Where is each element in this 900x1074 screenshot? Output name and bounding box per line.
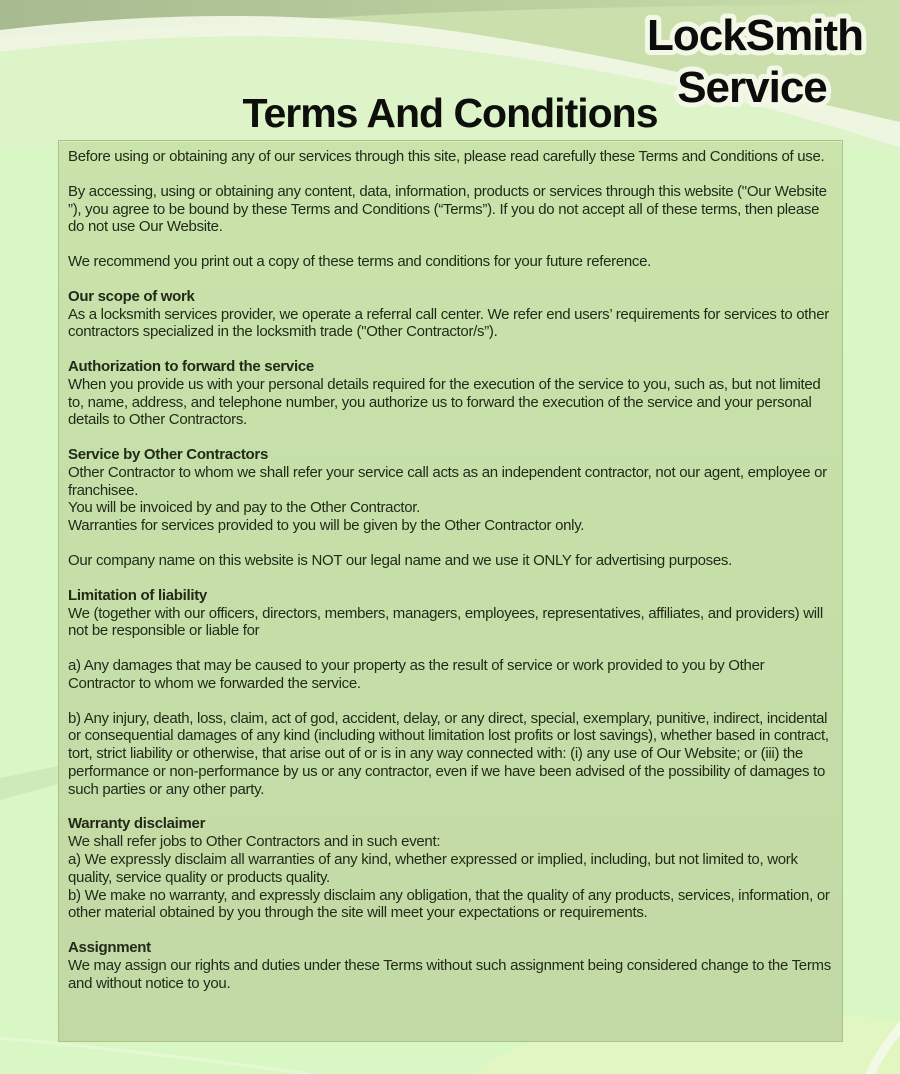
paragraph: a) We expressly disclaim all warranties of any kind, whether expressed or implied, including, but not limited to, work quality, service quality or products quality. [68,850,798,886]
left-margin-wave-graphic [0,752,58,812]
paragraph: a) Any damages that may be caused to your property as the result of service or work provided to you by Other Contractor to whom we forwarded the service. [68,657,765,692]
paragraph: Before using or obtaining any of our services through this site, please read carefully these Terms and Conditions of use. [68,148,825,165]
paragraph: We (together with our officers, directors, members, managers, employees, representatives, affiliates, and providers) will not be responsible or liable for [68,604,823,640]
page-title: Terms And Conditions [242,90,658,136]
section-heading: Authorization to forward the service [68,358,314,376]
brand-logo-line1: LockSmith [647,11,863,60]
brand-logo-line2: Service [677,63,827,112]
section-heading: Assignment [68,939,151,957]
paragraph: We may assign our rights and duties under these Terms without such assignment being considered change to the Terms and without notice to you. [68,956,831,992]
paragraph: When you provide us with your personal details required for the execution of the service to you, such as, but not limited to, name, address, and telephone number, you authorize us to forward the execution of the service and your personal details to Other Contractors. [68,375,821,429]
paragraph: b) Any injury, death, loss, claim, act of god, accident, delay, or any direct, special, exemplary, punitive, indirect, incidental or consequential damages of any kind (including without limitation lost profits or lost savings), whether based in contract, tort, strict liability or otherwise, that arise out of or is in any way connected with: (i) any use of Our Website; or (iii) the performance or non-performance by us or any contractor, even if we have been advised of the possibility of damages to such parties or any other party. [68,709,829,798]
section-heading: Limitation of liability [68,586,207,604]
paragraph: We recommend you print out a copy of these terms and conditions for your future reference. [68,253,652,271]
terms-content [68,148,833,992]
section-heading: Warranty disclaimer [68,815,206,833]
section-heading: Service by Other Contractors [68,446,269,464]
paragraph: Warranties for services provided to you will be given by the Other Contractor only. [68,517,585,535]
terms-panel [58,140,843,1042]
paragraph: As a locksmith services provider, we operate a referral call center. We refer end users’ requirements for services to other contractors specialized in the locksmith trade ("Other Contractor/s”). [68,305,829,341]
paragraph: You will be invoiced by and pay to the Other Contractor. [68,499,421,517]
paragraph: By accessing, using or obtaining any content, data, information, products or services through this website ("Our Website ”), you agree to be bound by these Terms and Conditions (“Terms”). If you do not accept all of these terms, then please do not use Our Website. [68,182,827,236]
paragraph: b) We make no warranty, and expressly disclaim any obligation, that the quality of any products, services, information, or other material obtained by you through the site will meet your expectations or requirements. [68,886,830,922]
paragraph: Our company name on this website is NOT our legal name and we use it ONLY for advertising purposes. [68,552,732,570]
paragraph: Other Contractor to whom we shall refer your service call acts as an independent contractor, not our agent, employee or franchisee. [68,463,827,499]
paragraph: We shall refer jobs to Other Contractors and in such event: [68,833,441,851]
section-heading: Our scope of work [68,287,195,305]
